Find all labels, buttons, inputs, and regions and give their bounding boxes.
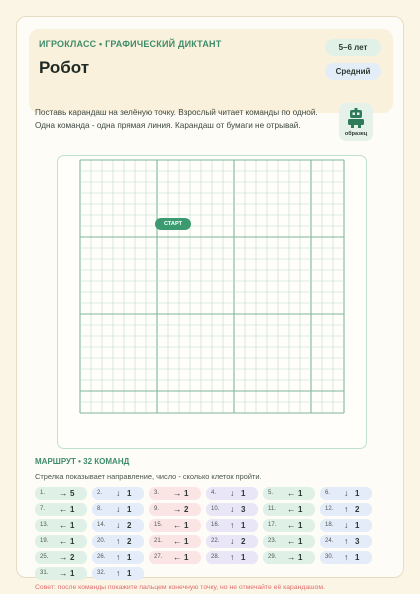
command-chip — [35, 519, 87, 532]
command-arrow: ← — [59, 536, 68, 546]
command-count: 1 — [70, 521, 75, 530]
command-arrow: ↑ — [116, 552, 121, 562]
command-chip — [263, 535, 315, 548]
start-badge: СТАРТ — [155, 218, 191, 230]
command-count: 1 — [241, 553, 246, 562]
command-chip — [320, 551, 372, 564]
command-count: 2 — [184, 505, 189, 514]
command-chip — [92, 551, 144, 564]
command-chip — [206, 487, 258, 500]
command-number: 6. — [325, 490, 331, 496]
command-count: 1 — [355, 521, 360, 530]
command-chip — [263, 487, 315, 500]
command-arrow: → — [173, 504, 182, 514]
command-chip — [206, 519, 258, 532]
command-count: 2 — [355, 505, 360, 514]
command-chip — [149, 519, 201, 532]
command-arrow: ↓ — [116, 488, 121, 498]
command-count: 1 — [127, 505, 132, 514]
command-chip — [35, 535, 87, 548]
command-chip — [206, 551, 258, 564]
command-arrow: ↓ — [230, 504, 235, 514]
command-number: 31. — [40, 570, 49, 576]
command-arrow: ← — [59, 504, 68, 514]
command-arrow: → — [59, 568, 68, 578]
command-number: 12. — [325, 506, 334, 512]
command-count: 1 — [298, 489, 303, 498]
header-panel — [29, 29, 393, 113]
command-count: 1 — [355, 553, 360, 562]
command-number: 23. — [268, 538, 277, 544]
command-count: 2 — [127, 537, 132, 546]
command-arrow: ↓ — [116, 504, 121, 514]
grid-lines — [58, 156, 368, 450]
command-arrow: ↑ — [116, 536, 121, 546]
command-chip — [149, 503, 201, 516]
level-badge: Средний — [325, 63, 381, 80]
command-count: 1 — [70, 537, 75, 546]
command-number: 9. — [154, 506, 160, 512]
command-number: 26. — [97, 554, 106, 560]
command-number: 21. — [154, 538, 163, 544]
command-count: 1 — [298, 537, 303, 546]
command-arrow: ↑ — [230, 552, 235, 562]
command-arrow: → — [287, 552, 296, 562]
command-chip — [320, 503, 372, 516]
command-chip — [35, 503, 87, 516]
command-arrow: ↓ — [230, 536, 235, 546]
command-arrow: ↓ — [344, 520, 349, 530]
command-arrow: ← — [287, 520, 296, 530]
command-number: 14. — [97, 522, 106, 528]
sample-button[interactable] — [339, 103, 373, 141]
command-number: 8. — [97, 506, 103, 512]
command-number: 18. — [325, 522, 334, 528]
command-number: 16. — [211, 522, 220, 528]
command-arrow: ↑ — [344, 552, 349, 562]
command-arrow: ↓ — [344, 488, 349, 498]
worksheet — [16, 16, 404, 591]
sample-label: образец — [344, 131, 368, 137]
age-badge: 5–6 лет — [325, 39, 381, 56]
command-number: 17. — [268, 522, 277, 528]
command-number: 1. — [40, 490, 46, 496]
command-arrow: ↓ — [230, 488, 235, 498]
command-number: 30. — [325, 554, 334, 560]
command-number: 4. — [211, 490, 217, 496]
route-subtitle: Стрелка показывает направление, число - сколько клеток пройти. — [35, 472, 262, 481]
command-chip — [320, 487, 372, 500]
command-count: 1 — [298, 505, 303, 514]
command-arrow: ← — [287, 488, 296, 498]
command-chip — [35, 551, 87, 564]
route-title: МАРШРУТ • 32 КОМАНД — [35, 457, 130, 466]
command-count: 5 — [70, 489, 75, 498]
command-number: 2. — [97, 490, 103, 496]
command-arrow: → — [173, 488, 182, 498]
command-count: 1 — [298, 521, 303, 530]
command-arrow: ↑ — [230, 520, 235, 530]
command-arrow: ↑ — [344, 536, 349, 546]
command-chip — [92, 503, 144, 516]
tip-text: Совет: после команды покажите пальцем конечную точку, но не отмечайте её карандашом. — [35, 584, 325, 591]
command-chip — [149, 535, 201, 548]
command-chip — [92, 487, 144, 500]
command-chip — [263, 519, 315, 532]
command-count: 1 — [70, 505, 75, 514]
command-number: 32. — [97, 570, 106, 576]
command-number: 25. — [40, 554, 49, 560]
command-count: 1 — [355, 489, 360, 498]
kicker-label: ИГРОКЛАСС • ГРАФИЧЕСКИЙ ДИКТАНТ — [39, 39, 222, 49]
command-chip — [206, 535, 258, 548]
command-chip — [206, 503, 258, 516]
command-count: 1 — [127, 489, 132, 498]
command-number: 22. — [211, 538, 220, 544]
command-number: 11. — [268, 506, 276, 512]
command-count: 1 — [127, 569, 132, 578]
command-chip — [92, 535, 144, 548]
command-count: 3 — [355, 537, 360, 546]
command-number: 24. — [325, 538, 334, 544]
command-number: 28. — [211, 554, 220, 560]
command-number: 29. — [268, 554, 277, 560]
command-count: 1 — [127, 553, 132, 562]
command-number: 13. — [40, 522, 49, 528]
command-number: 19. — [40, 538, 49, 544]
command-chip — [320, 535, 372, 548]
command-arrow: ← — [173, 520, 182, 530]
command-count: 1 — [184, 537, 189, 546]
command-arrow: ← — [287, 504, 296, 514]
command-count: 1 — [184, 489, 189, 498]
command-chip — [263, 551, 315, 564]
drawing-grid[interactable] — [57, 155, 367, 449]
command-number: 7. — [40, 506, 46, 512]
command-chip — [149, 487, 201, 500]
instructions-text: Поставь карандаш на зелёную точку. Взрослый читает команды по одной. Одна команда - одна прямая линия. Карандаш от бумаги не отрывай. — [35, 108, 318, 130]
command-count: 2 — [127, 521, 132, 530]
command-arrow: ← — [173, 536, 182, 546]
command-count: 1 — [184, 553, 189, 562]
command-arrow: ↑ — [344, 504, 349, 514]
command-chip — [35, 487, 87, 500]
command-number: 20. — [97, 538, 106, 544]
command-chip — [263, 503, 315, 516]
command-chip — [92, 519, 144, 532]
command-arrow: ← — [287, 536, 296, 546]
page-title: Робот — [39, 58, 90, 77]
robot-icon — [348, 108, 364, 128]
command-count: 1 — [184, 521, 189, 530]
command-arrow: → — [59, 552, 68, 562]
command-count: 1 — [241, 521, 246, 530]
command-chip — [320, 519, 372, 532]
command-count: 1 — [70, 569, 75, 578]
command-arrow: ↓ — [116, 520, 121, 530]
command-number: 10. — [211, 506, 220, 512]
command-arrow: → — [59, 488, 68, 498]
command-arrow: ← — [173, 552, 182, 562]
command-chip — [149, 551, 201, 564]
command-chip — [35, 567, 87, 580]
command-count: 2 — [241, 537, 246, 546]
command-count: 3 — [241, 505, 246, 514]
command-count: 2 — [70, 553, 75, 562]
command-count: 1 — [241, 489, 246, 498]
command-chip — [92, 567, 144, 580]
command-number: 15. — [154, 522, 163, 528]
command-number: 5. — [268, 490, 274, 496]
command-number: 3. — [154, 490, 160, 496]
command-arrow: ← — [59, 520, 68, 530]
command-count: 1 — [298, 553, 303, 562]
command-arrow: ↑ — [116, 568, 121, 578]
command-number: 27. — [154, 554, 163, 560]
